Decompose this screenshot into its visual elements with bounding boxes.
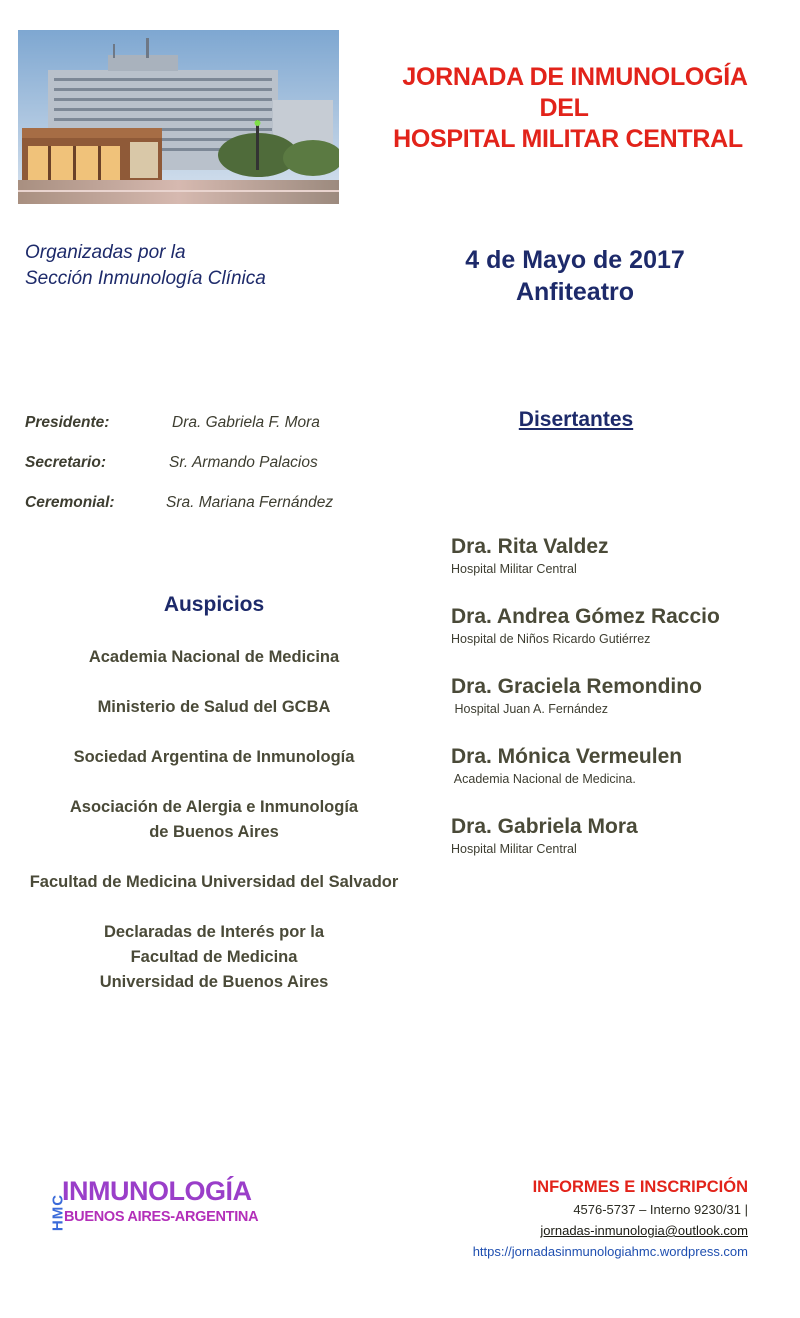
sponsor-item	[0, 695, 428, 720]
speaker	[451, 744, 791, 814]
speaker	[451, 604, 791, 674]
logo-sub-text: BUENOS AIRES-ARGENTINA	[64, 1209, 259, 1225]
event-date: 4 de Mayo de 2017	[465, 246, 685, 274]
speakers-heading: Disertantes	[518, 408, 634, 431]
sponsor-line: Facultad de Medicina Universidad del Salvador	[29, 873, 399, 891]
sponsor-line: Universidad de Buenos Aires	[99, 973, 329, 991]
hospital-building-photo	[18, 30, 339, 204]
sponsor-item	[0, 645, 428, 670]
organizers	[25, 240, 266, 292]
committee-role: Presidente:	[25, 414, 110, 431]
title-line-3: HOSPITAL MILITAR CENTRAL	[393, 125, 743, 153]
sponsor-line: Asociación de Alergia e Inmunología	[69, 798, 359, 816]
title-line-2: DEL	[539, 94, 589, 122]
organizers-line-2: Sección Inmunología Clínica	[25, 268, 266, 289]
sponsor-item	[0, 920, 428, 995]
contact-website-link[interactable]: https://jornadasinmunologiahmc.wordpress.com	[472, 1244, 748, 1259]
sponsor-line: Ministerio de Salud del GCBA	[97, 698, 331, 716]
committee-role: Ceremonial:	[25, 494, 115, 511]
sponsor-line: Declaradas de Interés por la	[103, 923, 325, 941]
sponsor-item	[0, 745, 428, 770]
speaker-affiliation: Hospital Militar Central	[451, 842, 577, 856]
sponsor-item	[0, 795, 428, 845]
speaker	[451, 814, 791, 884]
committee-name: Sr. Armando Palacios	[169, 454, 318, 471]
committee-name: Dra. Gabriela F. Mora	[172, 414, 320, 431]
speaker	[451, 674, 791, 744]
speaker-affiliation: Hospital de Niños Ricardo Gutiérrez	[451, 632, 651, 646]
contact-heading: INFORMES E INSCRIPCIÓN	[532, 1178, 748, 1196]
sponsor-line: Academia Nacional de Medicina	[88, 648, 340, 666]
speaker-name: Dra. Mónica Vermeulen	[451, 745, 683, 768]
contact-email-link[interactable]: jornadas-inmunologia@outlook.com	[540, 1223, 748, 1238]
sponsor-line: Sociedad Argentina de Inmunología	[73, 748, 355, 766]
contact-phone: 4576-5737 – Interno 9230/31 |	[573, 1202, 748, 1217]
speakers-list	[451, 534, 791, 884]
speaker-name: Dra. Rita Valdez	[451, 535, 609, 558]
event-date-venue	[400, 244, 750, 308]
committee-role: Secretario:	[25, 454, 106, 471]
contact-block	[473, 1175, 748, 1262]
speaker-name: Dra. Andrea Gómez Raccio	[451, 605, 720, 628]
speaker-name: Dra. Graciela Remondino	[451, 675, 702, 698]
speaker-affiliation: Hospital Juan A. Fernández	[451, 702, 609, 716]
speaker-affiliation: Hospital Militar Central	[451, 562, 577, 576]
sponsors-heading: Auspicios	[163, 593, 265, 616]
sponsor-line: Facultad de Medicina	[130, 948, 298, 966]
sponsors-list	[0, 645, 428, 1020]
speaker	[451, 534, 791, 604]
inmunologia-logo	[40, 1176, 280, 1236]
title-line-1: JORNADA DE INMUNOLOGÍA	[402, 63, 748, 91]
event-venue: Anfiteatro	[515, 278, 635, 306]
logo-hmc-text: HMC	[49, 1193, 67, 1232]
sponsor-line: de Buenos Aires	[149, 823, 279, 841]
committee-name: Sra. Mariana Fernández	[166, 494, 334, 511]
event-title	[360, 62, 790, 155]
sponsor-item	[0, 870, 428, 895]
speaker-name: Dra. Gabriela Mora	[451, 815, 638, 838]
organizers-line-1: Organizadas por la	[25, 242, 186, 263]
speaker-affiliation: Academia Nacional de Medicina.	[451, 772, 636, 786]
logo-main-text: INMUNOLOGÍA	[62, 1176, 252, 1206]
